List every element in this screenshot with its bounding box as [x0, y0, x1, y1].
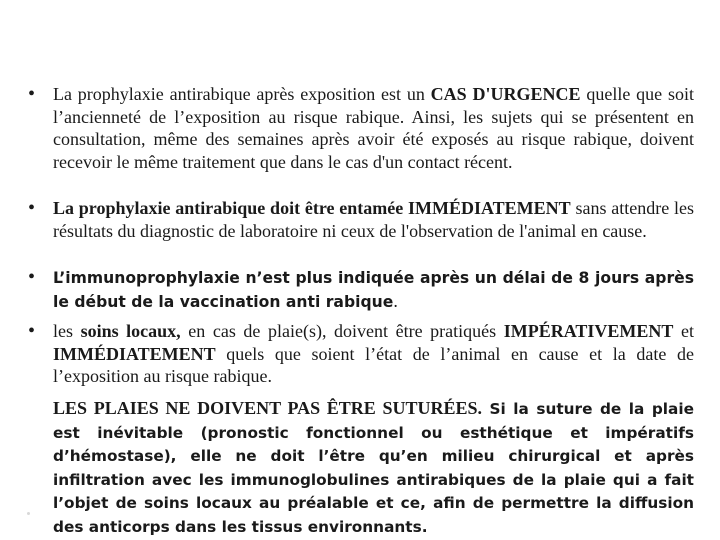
bullet-icon: • — [28, 83, 36, 105]
emphasis-urgence: CAS D'URGENCE — [430, 84, 581, 104]
closing-paragraph-sutures — [28, 397, 694, 538]
paragraph-local-care — [53, 320, 694, 388]
bullet-icon: • — [28, 320, 36, 342]
list-item-urgency — [28, 83, 694, 173]
emphasis-immediately: IMMÉDIATEMENT — [53, 343, 216, 364]
emphasis-no-sutures: LES PLAIES NE DOIVENT PAS ÊTRE SUTURÉES. — [53, 398, 483, 418]
text-run: . — [393, 290, 398, 311]
emphasis-immunoprophylaxis: L’immunoprophylaxie n’est plus indiquée après un délai de 8 jours après le début de la vaccination anti rabique — [53, 269, 694, 311]
sutures-details: Si la suture de la plaie est inévitable (pronostic fonctionnel ou esthétique et impératifs d’hémostase), elle ne doit l’être qu’en milieu chirurgical et après infiltration avec les immunoglobulines antirabiques de la plaie qui a fait l’objet de soins locaux au préalable et ce, afin de permettre la diffusion des anticorps dans les tissus environnants. — [53, 400, 694, 536]
scan-speck — [27, 512, 30, 515]
emphasis-local-care: soins locaux, — [80, 321, 181, 341]
emphasis-imperatively: IMPÉRATIVEMENT — [503, 321, 674, 341]
emphasis-immediate-start: La prophylaxie antirabique doit être entamée IMMÉDIATEMENT — [53, 198, 571, 218]
text-run: quels que soient l’état de l’animal en cause et la date de l’exposition au risque rabique. — [53, 343, 694, 386]
bullet-icon: • — [28, 197, 36, 219]
bullet-icon: • — [28, 266, 36, 288]
paragraph-immediate-start — [53, 197, 694, 242]
paragraph-urgency — [53, 83, 694, 173]
paragraph-sutures — [53, 397, 694, 538]
list-item-immunoprophylaxis — [28, 266, 694, 313]
list-item-immediate-start — [28, 197, 694, 242]
text-run: La prophylaxie antirabique après exposition est un — [53, 84, 431, 104]
text-run: quelle que soit l’ancienneté de l’exposition au risque rabique. Ainsi, les sujets qui se présentent en consultation, même des semaines après avoir été exposés au risque rabique, doivent recevoir le même traitement que dans le cas d'un contact récent. — [53, 84, 694, 172]
paragraph-immunoprophylaxis — [53, 266, 694, 313]
text-run: et — [673, 321, 694, 341]
list-item-local-care — [28, 320, 694, 388]
text-run: en cas de plaie(s), doivent être pratiqués — [180, 321, 504, 341]
text-run: sans attendre les résultats du diagnostic de laboratoire ni ceux de l'observation de l'animal en cause. — [53, 198, 694, 241]
text-run: les — [53, 321, 81, 341]
